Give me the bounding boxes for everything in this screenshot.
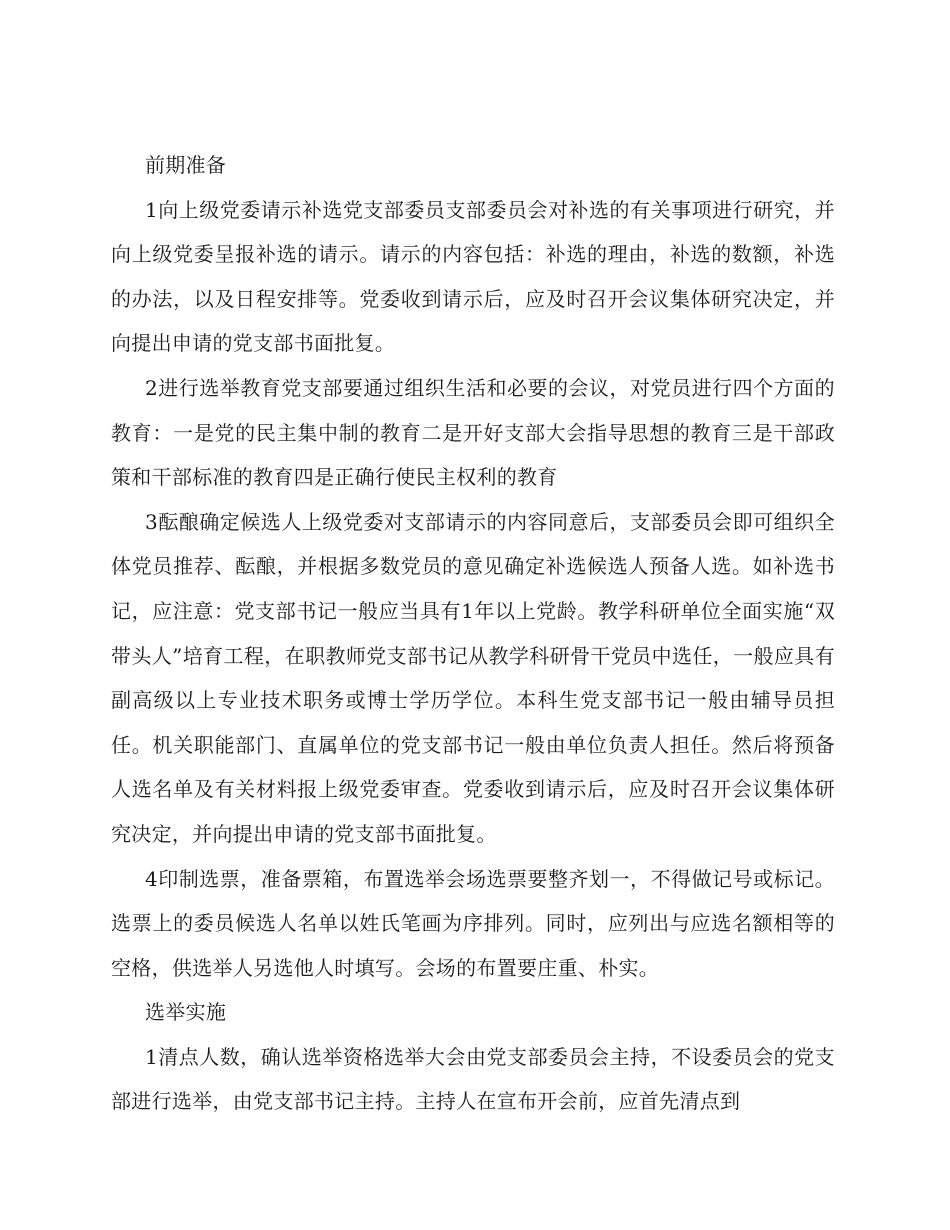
document-page (111, 143, 835, 1124)
section-heading-implementation: 选举实施 (145, 1000, 227, 1025)
paragraph-candidates: 3酝酿确定候选人上级党委对支部请示的内容同意后，支部委员会即可组织全体党员推荐、酝酿，并根据多数党员的意见确定补选候选人预备人选。如补选书记，应注意：党支部书记一般应当具有1年以上党龄。教学科研单位全面实施“双带头人”培育工程，在职教师党支部书记从教学科研骨干党员中选任，一般应具有副高级以上专业技术职务或博士学历学位。本科生党支部书记一般由辅导员担任。机关职能部门、直属单位的党支部书记一般由单位负责人担任。然后将预备人选名单及有关材料报上级党委审查。党委收到请示后，应及时召开会议集体研究决定，并向提出申请的党支部书面批复。 (111, 509, 835, 846)
paragraph-education: 2进行选举教育党支部要通过组织生活和必要的会议，对党员进行四个方面的教育：一是党的民主集中制的教育二是开好支部大会指导思想的教育三是干部政策和干部标准的教育四是正确行使民主权利的教育 (111, 375, 835, 490)
section-heading-preparation: 前期准备 (145, 153, 227, 177)
paragraph-request: 1向上级党委请示补选党支部委员支部委员会对补选的有关事项进行研究，并向上级党委呈报补选的请示。请示的内容包括：补选的理由，补选的数额，补选的办法，以及日程安排等。党委收到请示后，应及时召开会议集体研究决定，并向提出申请的党支部书面批复。 (111, 197, 835, 356)
paragraph-ballots: 4印制选票，准备票箱，布置选举会场选票要整齐划一，不得做记号或标记。选票上的委员候选人名单以姓氏笔画为序排列。同时，应列出与应选名额相等的空格，供选举人另选他人时填写。会场的布置要庄重、朴实。 (111, 866, 835, 980)
paragraph-headcount: 1清点人数，确认选举资格选举大会由党支部委员会主持，不设委员会的党支部进行选举，由党支部书记主持。主持人在宣布开会前，应首先清点到 (111, 1044, 835, 1114)
